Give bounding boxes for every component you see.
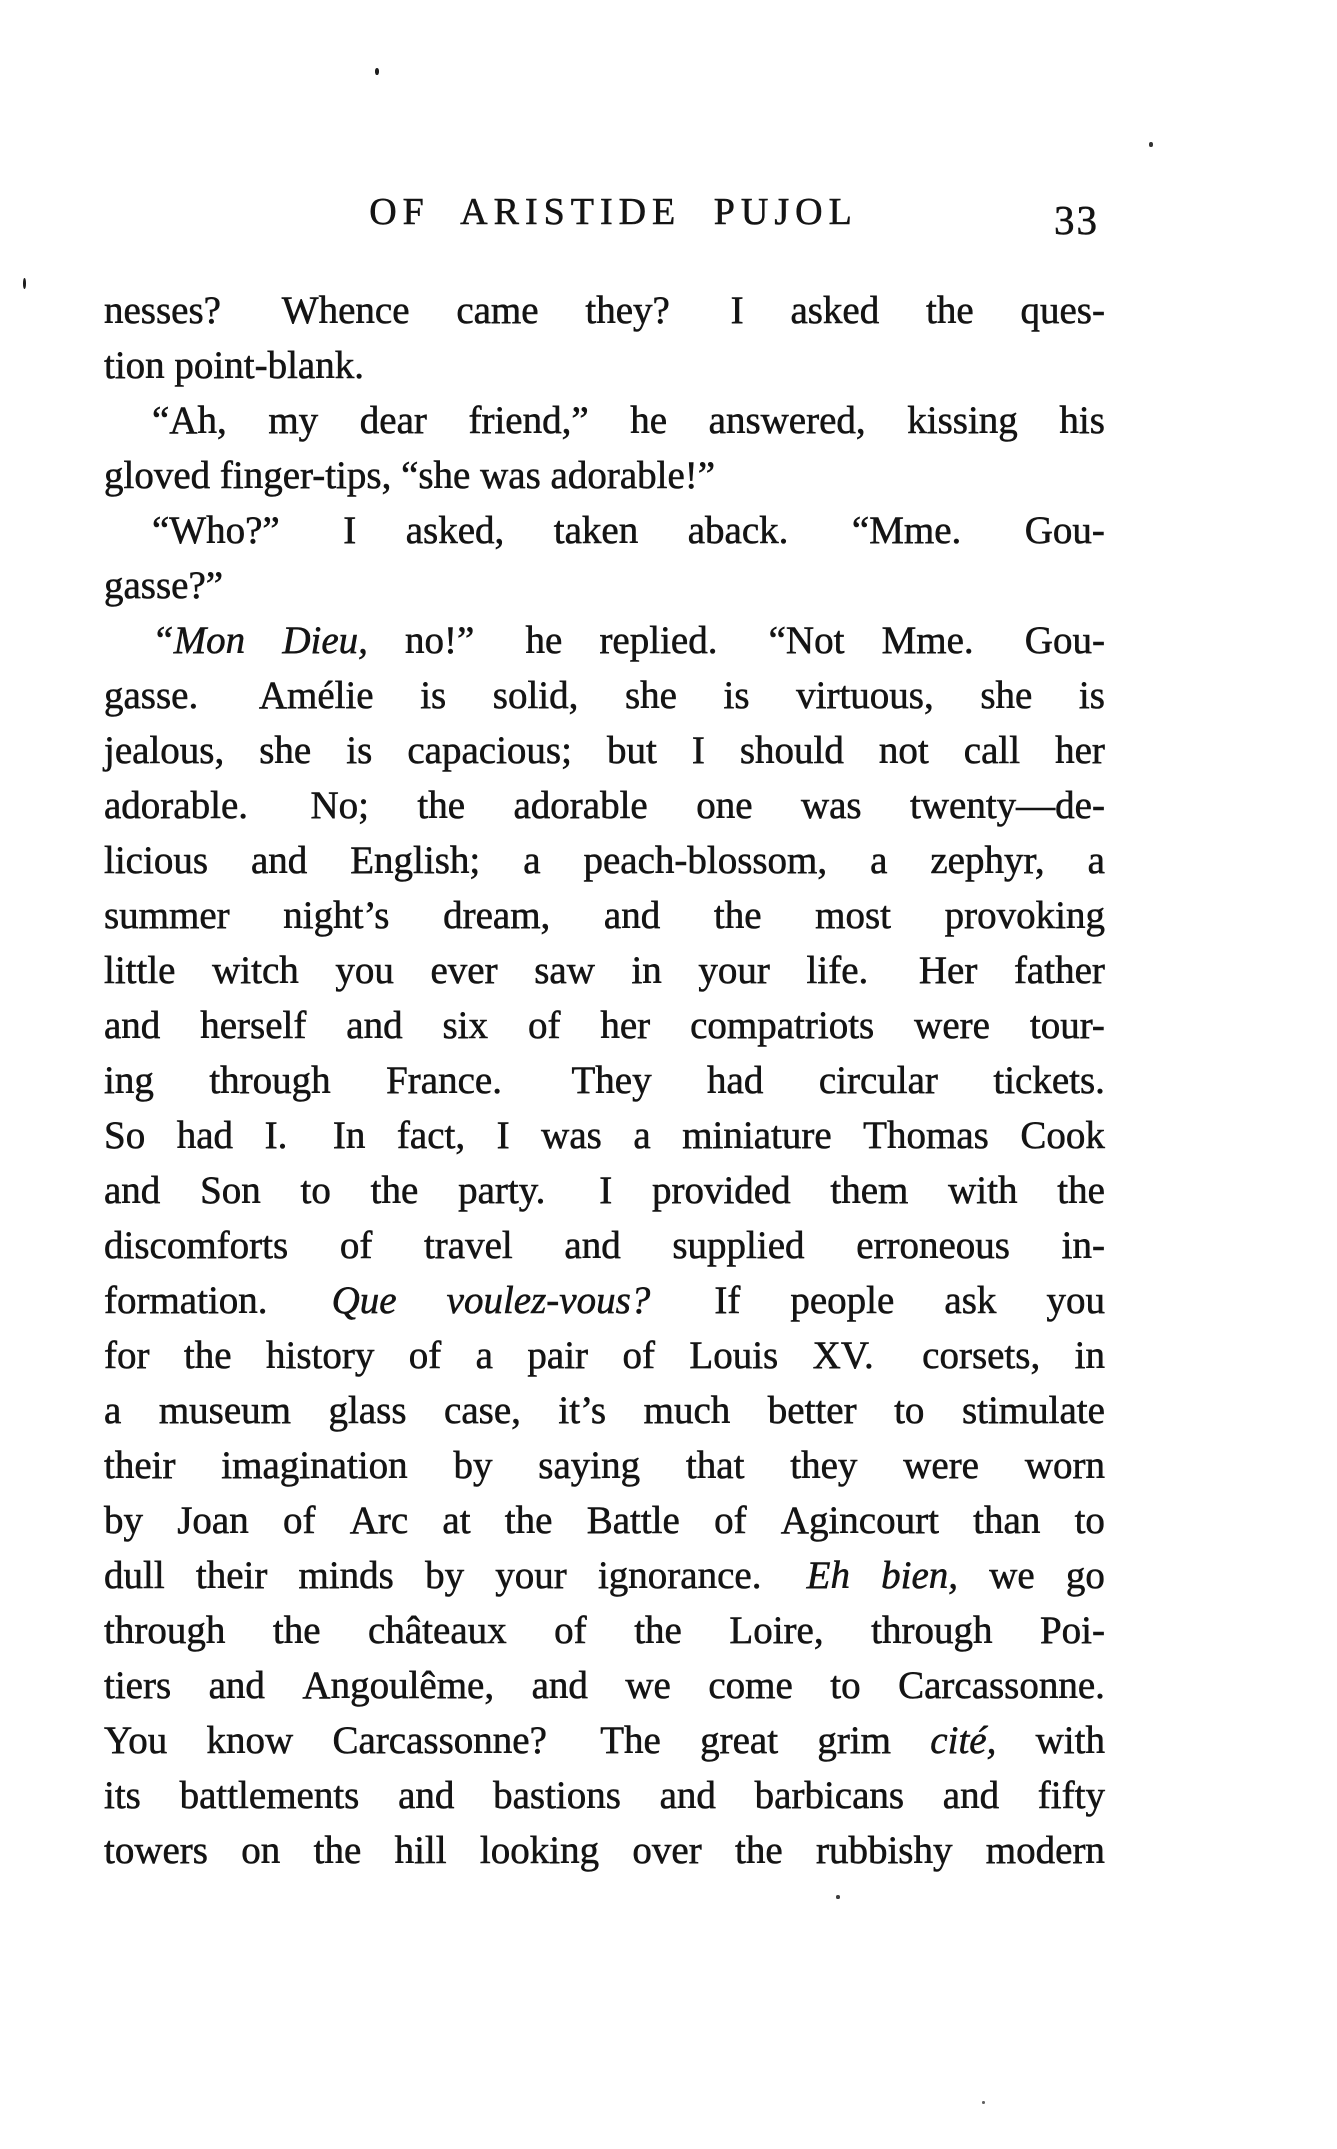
word: and: [531, 1664, 588, 1707]
word: and: [104, 1004, 161, 1047]
text-segment: tion point-blank.: [104, 344, 364, 387]
word: they?: [585, 289, 670, 332]
word: its: [104, 1774, 141, 1817]
text-line: [104, 1768, 1105, 1823]
word: peach-blossom,: [583, 839, 828, 882]
word: his: [1059, 399, 1105, 442]
word: should: [739, 729, 844, 772]
word: cité,: [930, 1719, 997, 1762]
word: discomforts: [104, 1224, 289, 1267]
word: a: [104, 1389, 122, 1432]
text-segment: gloved finger-tips, “she was adorable!”: [104, 454, 716, 497]
word: she: [624, 674, 677, 717]
word: asked,: [405, 509, 505, 552]
word: of: [282, 1499, 316, 1542]
word: The: [600, 1719, 661, 1762]
word: ask: [944, 1279, 997, 1322]
word: Eh: [806, 1554, 850, 1597]
text-line: [104, 448, 1105, 503]
word: rubbishy: [815, 1829, 953, 1872]
word: the: [417, 784, 466, 827]
word: hill: [394, 1829, 447, 1872]
word: Loire,: [729, 1609, 824, 1652]
word: solid,: [492, 674, 579, 717]
text-line: [104, 888, 1105, 943]
word: the: [735, 1829, 783, 1872]
word: is: [346, 729, 373, 772]
word: was: [800, 784, 862, 827]
word: bastions: [493, 1774, 621, 1817]
word: their: [195, 1554, 268, 1597]
word: friend,”: [468, 399, 589, 442]
word: through: [871, 1609, 993, 1652]
word: them: [830, 1169, 909, 1212]
word: in: [631, 949, 662, 992]
word: I: [730, 289, 744, 332]
word: Whence: [281, 289, 410, 332]
word: Arc: [349, 1499, 409, 1542]
word: is: [1078, 674, 1105, 717]
word: Louis: [689, 1334, 779, 1377]
word: taken: [553, 509, 639, 552]
word: was: [541, 1114, 602, 1157]
word: of: [527, 1004, 561, 1047]
word: adorable: [513, 784, 648, 827]
word: better: [767, 1389, 857, 1432]
word: Her: [918, 949, 978, 992]
word: provided: [651, 1169, 791, 1212]
word: with: [1035, 1719, 1105, 1762]
word: zephyr,: [930, 839, 1045, 882]
word: of: [408, 1334, 442, 1377]
word: kissing: [907, 399, 1018, 442]
word: “Not: [768, 619, 845, 662]
word: Carcassonne?: [332, 1719, 547, 1762]
word: is: [723, 674, 750, 717]
text-line: [104, 1603, 1105, 1658]
word: their: [104, 1444, 176, 1487]
text-line: [104, 943, 1105, 998]
word: to: [300, 1169, 331, 1212]
word: of: [622, 1334, 655, 1377]
text-line: [104, 668, 1105, 723]
word: that: [685, 1444, 745, 1487]
word: by: [104, 1499, 143, 1542]
word: she: [259, 729, 312, 772]
word: were: [903, 1444, 979, 1487]
word: fifty: [1037, 1774, 1105, 1817]
word: supplied: [672, 1224, 805, 1267]
word: XV.: [812, 1334, 874, 1377]
text-line: [104, 833, 1105, 888]
word: of: [714, 1499, 747, 1542]
word: English;: [350, 839, 481, 882]
text-line: [104, 283, 1105, 338]
word: through: [209, 1059, 331, 1102]
text-line: [104, 1658, 1105, 1713]
text-line: [104, 1218, 1105, 1273]
word: and: [942, 1774, 1000, 1817]
word: Angoulême,: [302, 1664, 495, 1707]
text-line: [104, 998, 1105, 1053]
word: worn: [1024, 1444, 1105, 1487]
word: towers: [104, 1829, 208, 1872]
word: you: [335, 949, 394, 992]
word: over: [632, 1829, 702, 1872]
word: by: [453, 1444, 493, 1487]
word: the: [370, 1169, 419, 1212]
word: her: [1055, 729, 1105, 772]
word: Gou-: [1024, 619, 1105, 662]
word: Dieu,: [282, 619, 368, 662]
word: ignorance.: [597, 1554, 762, 1597]
word: and: [250, 839, 308, 882]
word: Joan: [177, 1499, 249, 1542]
word: come: [708, 1664, 793, 1707]
word: he: [630, 399, 668, 442]
word: circular: [818, 1059, 938, 1102]
word: Battle: [586, 1499, 680, 1542]
word: it’s: [558, 1389, 607, 1432]
word: the: [926, 289, 974, 332]
word: formation.: [104, 1279, 268, 1322]
word: had: [176, 1114, 234, 1157]
word: we: [989, 1554, 1035, 1597]
word: in-: [1061, 1224, 1105, 1267]
word: pair: [527, 1334, 589, 1377]
word: I: [343, 509, 357, 552]
word: adorable.: [104, 784, 249, 827]
word: came: [456, 289, 539, 332]
page-number: 33: [1054, 197, 1099, 243]
word: the: [634, 1609, 682, 1652]
word: Amélie: [258, 674, 374, 717]
word: looking: [479, 1829, 600, 1872]
text-line: [104, 1108, 1105, 1163]
text-line: [104, 393, 1105, 448]
word: six: [442, 1004, 489, 1047]
word: to: [1074, 1499, 1105, 1542]
word: minds: [298, 1554, 394, 1597]
text-segment: gasse?”: [104, 564, 224, 607]
word: and: [346, 1004, 403, 1047]
text-line: [104, 1438, 1105, 1493]
word: great: [700, 1719, 779, 1762]
page-body: [104, 283, 1105, 1878]
word: he: [525, 619, 563, 662]
word: dream,: [443, 894, 551, 937]
word: my: [268, 399, 319, 442]
word: Carcassonne.: [898, 1664, 1105, 1707]
ink-speck: [982, 2101, 985, 2104]
text-line: [104, 503, 1105, 558]
word: asked: [790, 289, 880, 332]
word: Poi-: [1039, 1609, 1105, 1652]
word: had: [707, 1059, 764, 1102]
word: I.: [264, 1114, 288, 1157]
word: the: [272, 1609, 321, 1652]
word: no!”: [405, 619, 475, 662]
word: by: [425, 1554, 465, 1597]
text-line: [104, 338, 1105, 393]
word: history: [265, 1334, 375, 1377]
word: know: [206, 1719, 294, 1762]
word: erroneous: [856, 1224, 1010, 1267]
word: one: [696, 784, 753, 827]
text-line: [104, 1328, 1105, 1383]
word: and: [208, 1664, 265, 1707]
word: your: [495, 1554, 567, 1597]
word: most: [815, 894, 891, 937]
word: Agincourt: [780, 1499, 939, 1542]
word: a: [633, 1114, 651, 1157]
word: aback.: [687, 509, 789, 552]
word: on: [241, 1829, 281, 1872]
word: the: [504, 1499, 553, 1542]
word: stimulate: [961, 1389, 1105, 1432]
word: fact,: [396, 1114, 466, 1157]
word: summer: [104, 894, 230, 937]
word: and: [104, 1169, 161, 1212]
word: tiers: [104, 1664, 172, 1707]
word: “Who?”: [152, 509, 280, 552]
word: battlements: [179, 1774, 360, 1817]
word: barbicans: [754, 1774, 905, 1817]
word: Thomas: [863, 1114, 989, 1157]
word: gasse.: [104, 674, 199, 717]
word: jealous,: [104, 729, 225, 772]
word: is: [420, 674, 447, 717]
word: call: [963, 729, 1021, 772]
word: twenty—de-: [910, 784, 1105, 827]
word: licious: [104, 839, 208, 882]
text-line: [104, 723, 1105, 778]
word: grim: [817, 1719, 892, 1762]
word: dear: [359, 399, 427, 442]
word: much: [643, 1389, 731, 1432]
ink-speck: [375, 68, 379, 75]
word: of: [339, 1224, 373, 1267]
word: a: [870, 839, 888, 882]
word: we: [625, 1664, 671, 1707]
word: In: [332, 1114, 366, 1157]
text-line: [104, 558, 1105, 613]
ink-speck: [1149, 142, 1153, 147]
word: and: [659, 1774, 716, 1817]
word: You: [104, 1719, 168, 1762]
word: I: [599, 1169, 613, 1212]
word: little: [104, 949, 176, 992]
word: ques-: [1020, 289, 1105, 332]
text-line: [104, 1383, 1105, 1438]
text-line: [104, 1493, 1105, 1548]
word: the: [1057, 1169, 1105, 1212]
word: bien,: [881, 1554, 959, 1597]
word: châteaux: [368, 1609, 507, 1652]
word: her: [600, 1004, 651, 1047]
word: a: [475, 1334, 493, 1377]
word: nesses?: [104, 289, 221, 332]
word: So: [104, 1114, 146, 1157]
word: were: [914, 1004, 990, 1047]
word: your: [698, 949, 770, 992]
page-title: OF ARISTIDE PUJOL: [369, 191, 858, 233]
word: voulez-vous?: [446, 1279, 651, 1322]
word: people: [790, 1279, 895, 1322]
word: but: [606, 729, 657, 772]
word: They: [571, 1059, 652, 1102]
word: go: [1065, 1554, 1105, 1597]
ink-speck: [23, 278, 26, 289]
word: modern: [985, 1829, 1105, 1872]
text-line: [104, 1548, 1105, 1603]
word: travel: [423, 1224, 513, 1267]
word: I: [496, 1114, 510, 1157]
word: they: [790, 1444, 858, 1487]
word: of: [554, 1609, 587, 1652]
word: a: [523, 839, 541, 882]
word: in: [1074, 1334, 1105, 1377]
word: provoking: [944, 894, 1105, 937]
word: not: [878, 729, 929, 772]
word: glass: [328, 1389, 407, 1432]
word: saying: [538, 1444, 641, 1487]
word: night’s: [283, 894, 390, 937]
word: saw: [534, 949, 595, 992]
word: than: [973, 1499, 1041, 1542]
word: and: [564, 1224, 621, 1267]
word: capacious;: [407, 729, 572, 772]
word: the: [183, 1334, 232, 1377]
word: for: [104, 1334, 150, 1377]
word: museum: [158, 1389, 291, 1432]
text-line: [104, 1823, 1105, 1878]
word: I: [691, 729, 705, 772]
word: France.: [386, 1059, 502, 1102]
text-line: [104, 613, 1105, 668]
word: virtuous,: [796, 674, 934, 717]
word: you: [1046, 1279, 1105, 1322]
word: tour-: [1029, 1004, 1105, 1047]
word: dull: [104, 1554, 165, 1597]
text-line: [104, 1713, 1105, 1768]
word: Cook: [1020, 1114, 1105, 1157]
word: No;: [310, 784, 369, 827]
word: If: [714, 1279, 741, 1322]
word: the: [313, 1829, 362, 1872]
text-line: [104, 1163, 1105, 1218]
word: she: [980, 674, 1033, 717]
word: witch: [212, 949, 299, 992]
word: to: [894, 1389, 925, 1432]
word: father: [1013, 949, 1105, 992]
word: “Ah,: [152, 399, 227, 442]
word: Que: [331, 1279, 397, 1322]
word: corsets,: [922, 1334, 1041, 1377]
word: imagination: [221, 1444, 408, 1487]
word: “Mon: [152, 619, 246, 662]
word: and: [603, 894, 661, 937]
word: miniature: [682, 1114, 832, 1157]
word: answered,: [708, 399, 866, 442]
word: with: [948, 1169, 1018, 1212]
ink-speck: [836, 1895, 840, 1899]
word: at: [442, 1499, 471, 1542]
word: compatriots: [690, 1004, 875, 1047]
word: ing: [104, 1059, 154, 1102]
word: through: [104, 1609, 226, 1652]
word: case,: [444, 1389, 521, 1432]
word: the: [713, 894, 762, 937]
word: and: [398, 1774, 455, 1817]
text-line: [104, 1053, 1105, 1108]
word: replied.: [599, 619, 718, 662]
word: party.: [458, 1169, 546, 1212]
word: life.: [806, 949, 869, 992]
word: Gou-: [1024, 509, 1105, 552]
word: a: [1087, 839, 1105, 882]
word: Son: [200, 1169, 261, 1212]
text-line: [104, 1273, 1105, 1328]
word: tickets.: [993, 1059, 1105, 1102]
word: Mme.: [881, 619, 974, 662]
word: “Mme.: [851, 509, 962, 552]
text-line: [104, 778, 1105, 833]
word: to: [830, 1664, 861, 1707]
word: herself: [200, 1004, 307, 1047]
word: ever: [430, 949, 498, 992]
